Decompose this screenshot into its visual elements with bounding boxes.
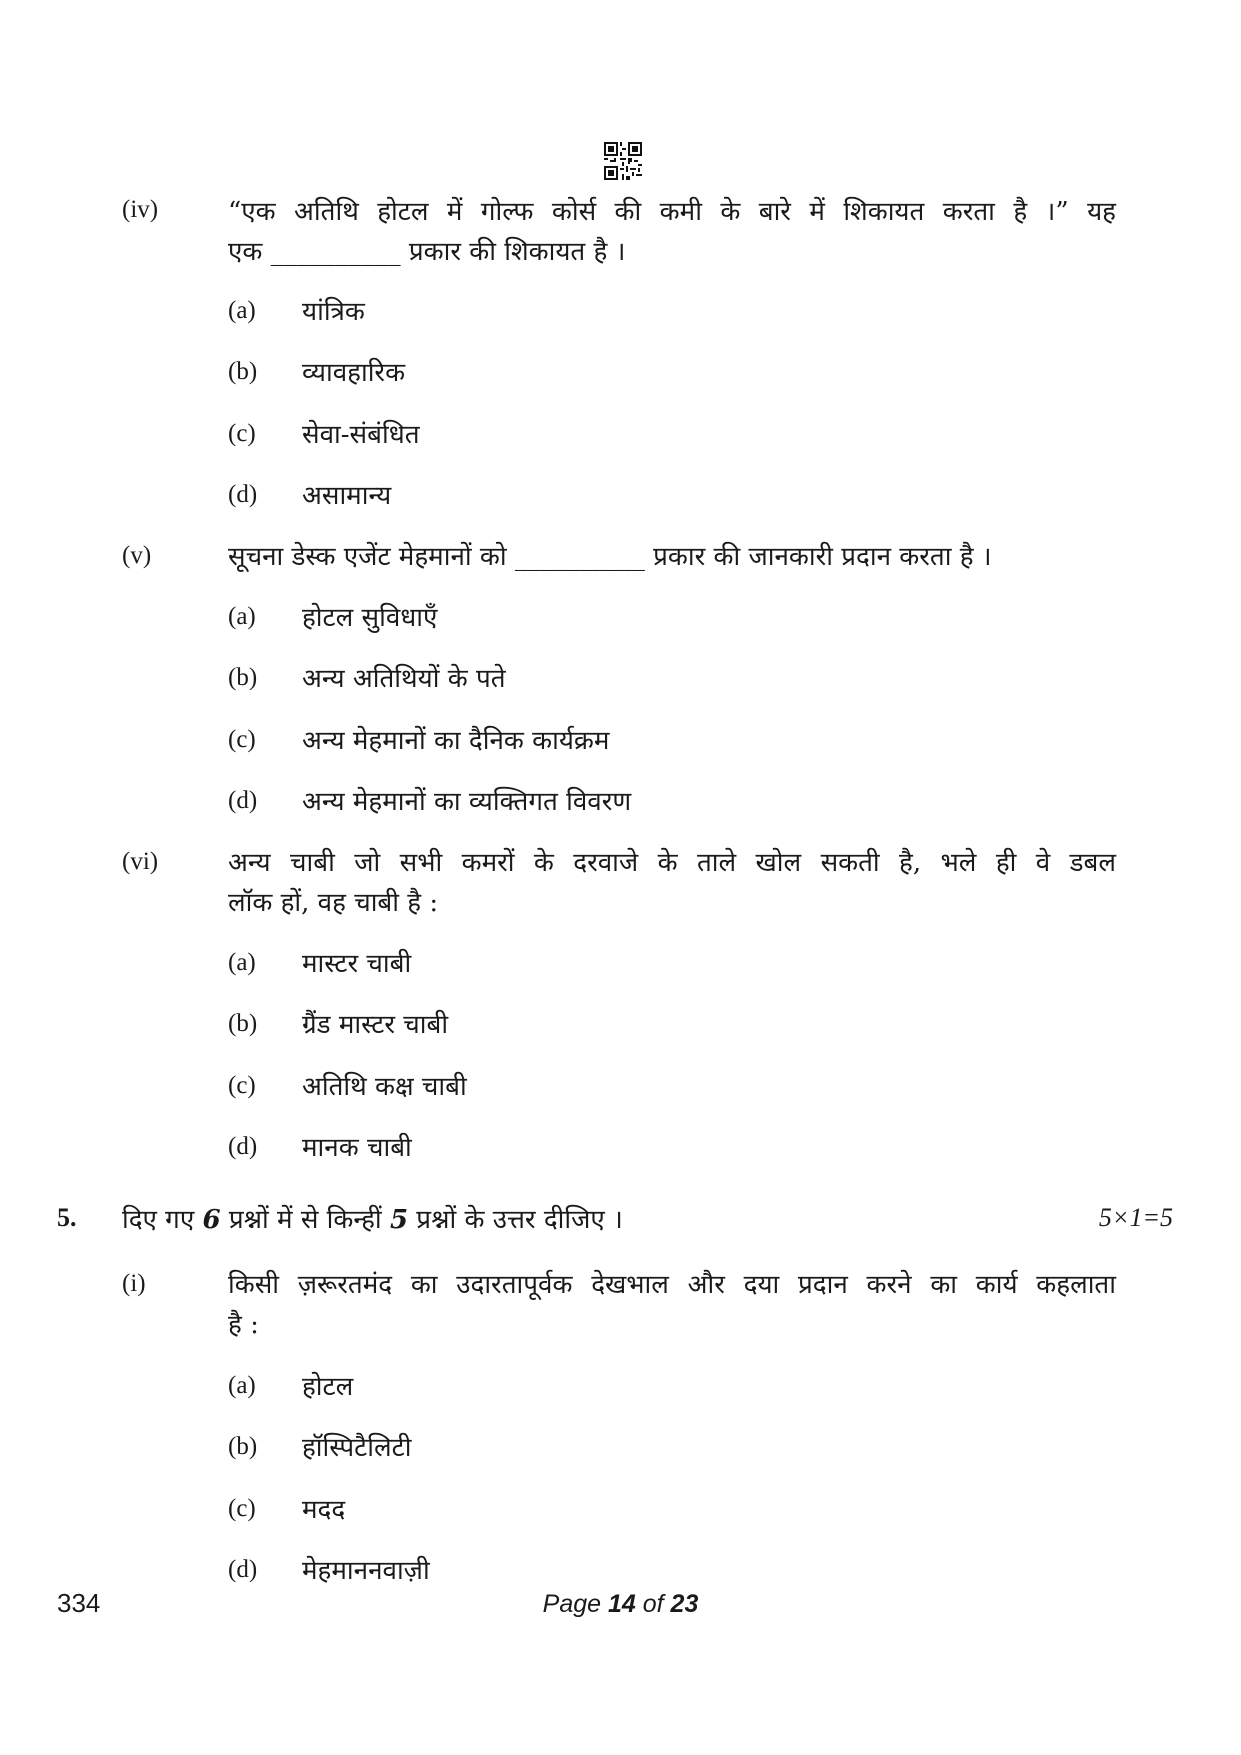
question-number: (v) [122, 542, 152, 569]
question-text: सूचना डेस्क एजेंट मेहमानों को __________ प्रकार की जानकारी प्रदान करता है । [228, 542, 992, 572]
option-text: अन्य मेहमानों का व्यक्तिगत विवरण [302, 787, 632, 817]
option-label: (c) [228, 726, 256, 753]
option-label: (d) [228, 787, 258, 814]
option-text: मानक चाबी [302, 1133, 412, 1163]
option-label: (d) [228, 481, 258, 508]
option-text: यांत्रिक [302, 297, 365, 327]
option-label: (b) [228, 358, 258, 385]
option-text: सेवा-संबंधित [302, 420, 420, 450]
option-text: मेहमाननवाज़ी [302, 1556, 430, 1586]
option-text: मास्टर चाबी [302, 949, 412, 979]
option-text: अन्य अतिथियों के पते [302, 664, 506, 694]
option-label: (a) [228, 297, 256, 324]
option-text: होटल सुविधाएँ [302, 603, 438, 633]
option-label: (b) [228, 664, 258, 691]
section-instruction: दिए गए 6 प्रश्नों में से किन्हीं 5 प्रश्नों के उत्तर दीजिए । [122, 1205, 623, 1235]
option-label: (d) [228, 1556, 258, 1583]
option-label: (a) [228, 1372, 256, 1399]
question-text: किसी ज़रूरतमंद का उदारतापूर्वक देखभाल और दया प्रदान करने का कार्य कहलाता है : [228, 1270, 1116, 1340]
question-number: (iv) [122, 196, 159, 223]
question-number: (vi) [122, 848, 159, 875]
option-text: व्यावहारिक [302, 358, 406, 388]
page-number: Page 14 of 23 [542, 1590, 699, 1618]
option-label: (c) [228, 420, 256, 447]
paper-code: 334 [57, 1588, 101, 1618]
question-text: “एक अतिथि होटल में गोल्फ कोर्स की कमी के बारे में शिकायत करता है ।” यह एक __________ प्रकार की शिकायत है । [228, 197, 1116, 267]
section-number: 5. [57, 1203, 77, 1232]
option-text: ग्रैंड मास्टर चाबी [302, 1010, 449, 1040]
option-label: (a) [228, 949, 256, 976]
option-text: अतिथि कक्ष चाबी [302, 1072, 467, 1102]
option-label: (b) [228, 1010, 258, 1037]
option-label: (a) [228, 603, 256, 630]
question-number: (i) [122, 1270, 146, 1297]
option-label: (c) [228, 1495, 256, 1522]
option-text: असामान्य [302, 481, 392, 511]
option-label: (d) [228, 1133, 258, 1160]
option-label: (c) [228, 1072, 256, 1099]
qr-code-icon [604, 142, 642, 180]
marks-allocation: 5×1=5 [1098, 1203, 1173, 1232]
option-text: हॉस्पिटैलिटी [302, 1433, 412, 1463]
option-text: अन्य मेहमानों का दैनिक कार्यक्रम [302, 726, 610, 756]
option-text: होटल [302, 1372, 354, 1402]
question-text: अन्य चाबी जो सभी कमरों के दरवाजे के ताले खोल सकती है, भले ही वे डबल लॉक हों, वह चाबी है : [228, 848, 1116, 918]
option-text: मदद [302, 1495, 346, 1525]
option-label: (b) [228, 1433, 258, 1460]
